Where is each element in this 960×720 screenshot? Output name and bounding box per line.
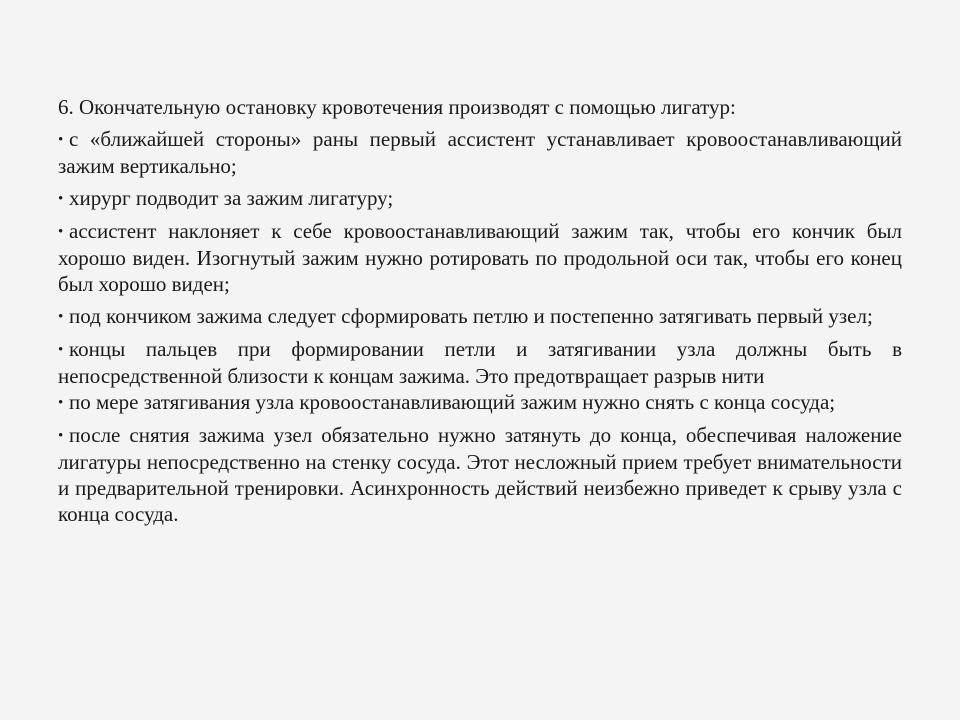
bullet-item [58,336,902,389]
bullet-item [58,303,902,330]
bullet-item [58,126,902,179]
slide-heading: 6. Окончательную остановку кровотечения производят с помощью лигатур: [58,95,736,119]
bullet-text: по мере затягивания узла кровоостанавливающий зажим нужно снять с конца сосуда; [69,390,836,414]
bullet-symbol: • [58,132,64,148]
bullet-symbol: • [58,224,64,240]
bullet-text: под кончиком зажима следует сформировать петлю и постепенно затягивать первый узел; [69,304,873,328]
bullet-symbol: • [58,428,64,444]
bullet-item [58,422,902,527]
bullet-symbol: • [58,342,64,358]
bullet-text: после снятия зажима узел обязательно нужно затянуть до конца, обеспечивая наложение лигатуры непосредственно на стенку сосуда. Этот несложный прием требует внимательности и предварительной тренировки. Асинхронность действий неизбежно приведет к срыву узла с конца сосуда. [58,423,902,526]
bullet-text: концы пальцев при формировании петли и затягивании узла должны быть в непосредственной близости к концам зажима. Это предотвращает разрыв нити [58,337,902,388]
bullet-symbol: • [58,191,64,207]
bullet-symbol: • [58,395,64,411]
bullet-text: ассистент наклоняет к себе кровоостанавливающий зажим так, чтобы его кончик был хорошо виден. Изогнутый зажим нужно ротировать по продольной оси так, чтобы его конец был хорошо виден; [58,219,902,296]
bullet-list [58,126,902,527]
bullet-item [58,218,902,297]
slide-content [58,94,902,533]
bullet-text: хирург подводит за зажим лигатуру; [69,186,394,210]
bullet-item [58,185,902,212]
bullet-item [58,389,902,416]
bullet-symbol: • [58,309,64,325]
bullet-text: с «ближайшей стороны» раны первый ассистент устанавливает кровоостанавливающий зажим вертикально; [58,127,902,178]
